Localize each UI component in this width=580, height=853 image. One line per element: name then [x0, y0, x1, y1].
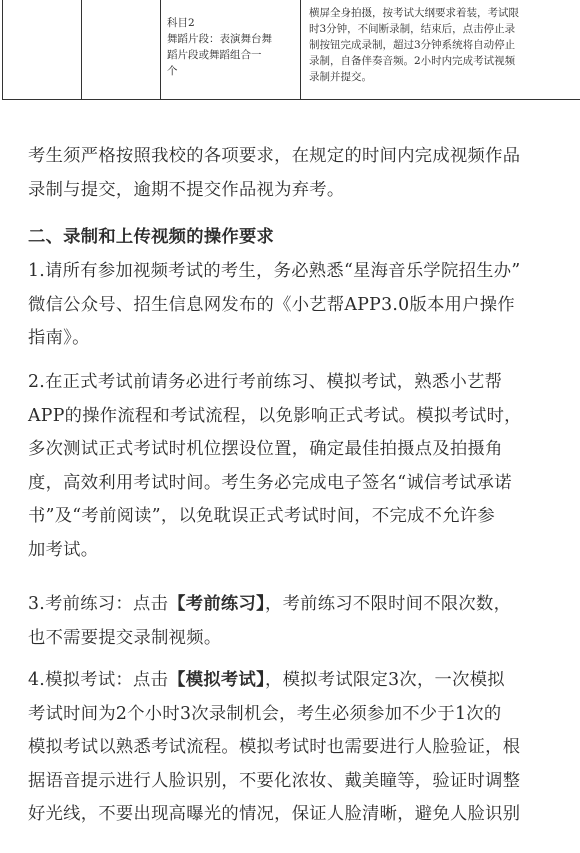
item-line: 加考试。	[28, 539, 99, 560]
item-line: 微信公众号、招生信息网发布的《小艺帮APP3.0版本用户操作	[28, 294, 515, 315]
item-line: 考试时间为2个小时3次录制机会，考生必须参加不少于1次的	[28, 703, 502, 724]
item-line: 1.请所有参加视频考试的考生，务必熟悉“星海音乐学院招生办”	[28, 261, 521, 281]
table-cell-subject	[161, 0, 301, 100]
table-row	[3, 0, 580, 100]
requirements-text	[301, 0, 580, 85]
item-line: 好光线，不要出现高曝光的情况，保证人脸清晰，避免人脸识别	[28, 804, 521, 824]
item-line	[28, 588, 558, 622]
item-1-paragraph	[28, 255, 558, 356]
item-2-paragraph	[28, 366, 558, 567]
practice-exam-emphasis: 【考前练习】	[168, 594, 266, 614]
item-line: 模拟考试以熟悉考试流程。模拟考试时也需要进行人脸验证，根	[28, 737, 521, 757]
item-line: 度，高效利用考试时间。考生务必完成电子签名“诚信考试承诺	[28, 472, 512, 493]
item-line: 2.在正式考试前请务必进行考前练习、模拟考试，熟悉小艺帮	[28, 372, 503, 392]
subject-line: 个	[167, 65, 178, 77]
subject-line: 舞蹈片段：表演舞台舞	[167, 33, 272, 45]
table-cell-requirements	[301, 0, 580, 100]
item-3-prefix: 3.考前练习：点击	[28, 594, 169, 614]
item-4-prefix: 4.模拟考试：点击	[28, 670, 169, 690]
subject-description	[161, 0, 300, 79]
item-4-suffix: ，模拟考试限定3次，一次模拟	[265, 670, 505, 690]
requirement-line: 制按钮完成录制，超过3分钟系统将自动停止	[309, 39, 516, 51]
mock-exam-emphasis: 【模拟考试】	[168, 670, 266, 690]
intro-line: 考生须严格按照我校的各项要求，在规定的时间内完成视频作品	[28, 146, 521, 166]
intro-paragraph	[28, 140, 558, 207]
requirement-line: 时3分钟，不间断录制，结束后，点击停止录	[309, 23, 516, 35]
item-line: 指南》。	[28, 328, 90, 348]
table-cell-empty	[82, 0, 161, 100]
item-line: APP的操作流程和考试流程，以免影响正式考试。模拟考试时，	[28, 405, 522, 426]
item-line: 多次测试正式考试时机位摆设位置，确定最佳拍摄点及拍摄角	[28, 439, 503, 459]
table-cell-empty	[3, 0, 82, 100]
subject-line: 科目2	[167, 17, 195, 29]
requirement-line: 录制并提交。	[309, 71, 372, 83]
section-heading: 二、录制和上传视频的操作要求	[28, 227, 275, 247]
item-3-suffix: ，考前练习不限时间不限次数，	[265, 594, 512, 614]
item-line	[28, 664, 558, 698]
item-line: 书”及“考前阅读”，以免耽误正式考试时间，不完成不允许参	[28, 506, 495, 526]
item-3-paragraph	[28, 588, 558, 655]
requirement-line: 录制，自备伴奏音频。2小时内完成考试视频	[309, 55, 516, 67]
exam-subject-table	[2, 0, 580, 100]
subject-line: 蹈片段或舞蹈组合一	[167, 49, 262, 61]
intro-line: 录制与提交，逾期不提交作品视为弃考。	[28, 179, 345, 200]
requirement-line: 横屏全身拍摄，按考试大纲要求着装，考试限	[309, 7, 519, 19]
item-4-paragraph	[28, 664, 558, 832]
item-line: 也不需要提交录制视频。	[28, 627, 222, 648]
item-line: 据语音提示进行人脸识别，不要化浓妆、戴美瞳等，验证时调整	[28, 770, 521, 791]
